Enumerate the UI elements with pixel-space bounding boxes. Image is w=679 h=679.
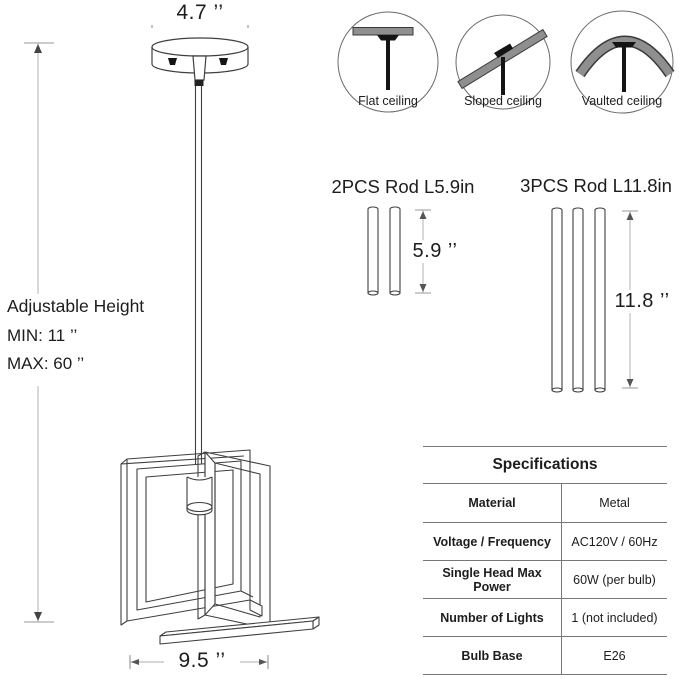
sloped-ceiling-label: Sloped ceiling xyxy=(464,94,542,108)
canopy-drawing xyxy=(152,38,248,86)
table-row xyxy=(423,598,667,636)
spec-value-voltage: AC120V / 60Hz xyxy=(571,534,658,549)
fixture-width-label: 9.5 ’’ xyxy=(164,649,240,673)
spec-label-number-of-lights: Number of Lights xyxy=(423,599,562,636)
pendant-frame-drawing xyxy=(121,450,319,644)
canopy-width-label: 4.7 ’’ xyxy=(150,1,250,25)
spec-label-voltage: Voltage / Frequency xyxy=(423,523,562,560)
spec-label-material: Material xyxy=(423,484,562,522)
rod-3pcs-drawing xyxy=(552,208,605,392)
adjustable-height-block xyxy=(5,294,179,386)
table-row xyxy=(423,484,667,522)
adjustable-height-title: Adjustable Height xyxy=(7,296,145,316)
spec-value-max-power: 60W (per bulb) xyxy=(573,572,656,587)
spec-value-number-of-lights: 1 (not included) xyxy=(571,610,658,625)
specifications-table xyxy=(423,446,667,675)
spec-label-max-power: Single Head Max Power xyxy=(423,561,562,598)
rod-2pcs-drawing xyxy=(368,207,400,295)
specifications-title: Specifications xyxy=(423,447,667,484)
rod-2pcs-title: 2PCS Rod L5.9in xyxy=(328,176,478,197)
table-row xyxy=(423,560,667,598)
adjustable-height-min: MIN: 11 ’’ xyxy=(7,326,78,345)
rod-3pcs-title: 3PCS Rod L11.8in xyxy=(514,175,678,196)
rod-3pcs-length-label: 11.8 ’’ xyxy=(612,290,672,313)
spec-value-bulb-base: E26 xyxy=(603,648,626,663)
rod-2pcs-length-label: 5.9 ’’ xyxy=(407,240,463,263)
table-row xyxy=(423,636,667,674)
table-row xyxy=(423,522,667,560)
vaulted-ceiling-label: Vaulted ceiling xyxy=(581,94,663,108)
spec-value-material: Metal xyxy=(599,496,630,510)
hanging-rod xyxy=(196,86,202,464)
flat-ceiling-label: Flat ceiling xyxy=(358,94,418,108)
spec-label-bulb-base: Bulb Base xyxy=(423,637,562,674)
adjustable-height-max: MAX: 60 ’’ xyxy=(7,354,85,373)
